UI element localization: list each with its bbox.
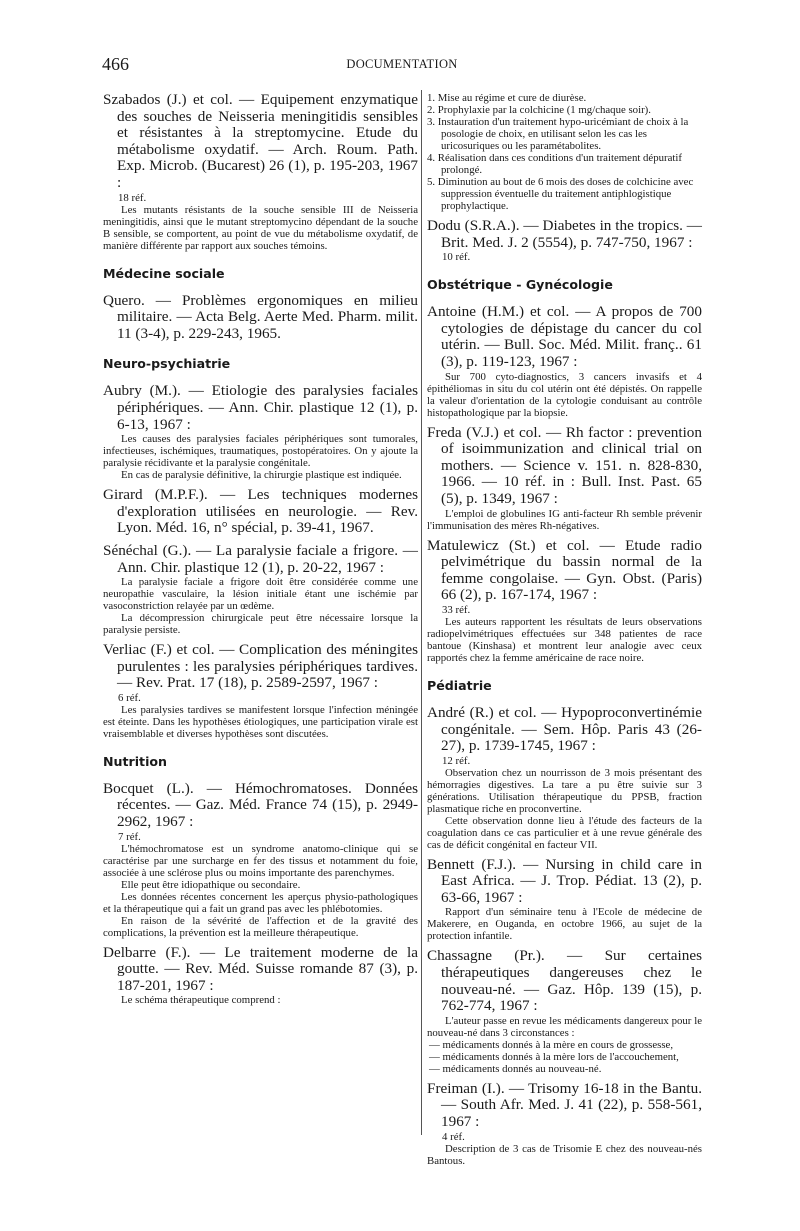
- entry-citation: Freda (V.J.) et col. — Rh factor : prevention of isoimmunization and clinical trial on mothers. — Science v. 151. n. 828-830, 1966. — 10 réf. in : Bull. Inst. Past. 65 (5), p. 1349, 1967 :: [427, 423, 702, 507]
- entry-reference-count: 18 réf.: [118, 191, 147, 204]
- entry-abstract: Sur 700 cyto-diagnostics, 3 cancers invasifs et 4 épithéliomas in situ du col utérin ont été dépistés. On rappelle la valeur d'orientation de la cytologie conduisant au contrôle histopathologique par la biopsie.: [427, 370, 702, 419]
- entry-abstract: La décompression chirurgicale peut être nécessaire lorsque la paralysie persiste.: [103, 612, 418, 637]
- entry-abstract: L'hémochromatose est un syndrome anatomo-clinique qui se caractérise par une surcharge en fer des tissus et notamment du foie, associée à une sclérose plus ou moins importante des parenchymes.: [103, 842, 418, 879]
- entry-citation: Quero. — Problèmes ergonomiques en milieu militaire. — Acta Belg. Aerte Med. Pharm. milit. 11 (3-4), p. 229-243, 1965.: [103, 291, 418, 342]
- entry-reference-count: 10 réf.: [442, 251, 471, 264]
- bibliography-entry: [427, 538, 702, 664]
- column-divider: [421, 90, 422, 1135]
- entry-reference-count: 4 réf.: [442, 1130, 465, 1143]
- entry-citation: Dodu (S.R.A.). — Diabetes in the tropics. — Brit. Med. J. 2 (5554), p. 747-750, 1967 :: [427, 217, 702, 251]
- entry-citation: Bocquet (L.). — Hémochromatoses. Données récentes. — Gaz. Méd. France 74 (15), p. 2949-2962, 1967 :: [103, 779, 418, 831]
- entry-citation: Aubry (M.). — Etiologie des paralysies faciales périphériques. — Ann. Chir. plastique 12 (1), p. 6-13, 1967 :: [103, 382, 418, 433]
- bibliography-entry: [427, 705, 702, 851]
- entry-abstract: Description de 3 cas de Trisomie E chez des nouveau-nés Bantous.: [427, 1142, 702, 1167]
- bibliography-entry: [427, 425, 702, 532]
- entry-abstract: En raison de la sévérité de l'affection et de la gravité des complications, la prévention est la meilleure thérapeutique.: [103, 914, 418, 939]
- treatment-step: 2. Prophylaxie par la colchicine (1 mg/chaque soir).: [427, 104, 651, 116]
- entry-reference-count: 12 réf.: [442, 754, 471, 767]
- entry-reference-count: 6 réf.: [118, 691, 141, 704]
- treatment-steps-list: [427, 92, 702, 212]
- entry-abstract: La paralysie faciale a frigore doit être considérée comme une neuropathie vasculaire, la lésion initiale étant une ischémie par vasoconstriction relayée par un œdème.: [103, 576, 418, 613]
- entry-abstract: Les causes des paralysies faciales périphériques sont tumorales, infectieuses, ischémiques, traumatiques, postopératoires. On y ajoute la paralysie récidivante et la paralysie congénitale.: [103, 433, 418, 470]
- entry-citation: Sénéchal (G.). — La paralysie faciale a frigore. — Ann. Chir. plastique 12 (1), p. 20-22, 1967 :: [103, 541, 418, 576]
- page-number: 466: [102, 54, 129, 74]
- section-heading: Nutrition: [103, 753, 168, 769]
- entry-citation: Szabados (J.) et col. — Equipement enzymatique des souches de Neisseria meningitidis sensibles et résistantes à la streptomycine. Etude du métabolisme oxydatif. — Arch. Roum. Path. Exp. Microb. (Bucarest) 26 (1), p. 195-203, 1967 :: [103, 91, 418, 191]
- entry-abstract: Les paralysies tardives se manifestent lorsque l'infection méningée est éteinte. Dans les hypothèses étiologiques, une participation virale est vraisemblable et diverses hypothèses sont discutées.: [103, 703, 418, 740]
- left-column: [103, 92, 418, 1012]
- entry-citation: Freiman (I.). — Trisomy 16-18 in the Bantu. — South Afr. Med. J. 41 (22), p. 558-561, 1967 :: [427, 1079, 702, 1131]
- entry-list-item: — médicaments donnés à la mère en cours de grossesse,: [429, 1038, 674, 1051]
- bibliography-entry: [103, 543, 418, 636]
- bibliography-entry: [427, 857, 702, 943]
- bibliography-entry: [103, 642, 418, 740]
- entry-citation: Matulewicz (St.) et col. — Etude radio pelvimétrique du bassin normal de la femme congolaise. — Gyn. Obst. (Paris) 66 (2), p. 167-174, 1967 :: [427, 536, 702, 604]
- bibliography-entry: [103, 92, 418, 252]
- section-heading: Médecine sociale: [103, 265, 225, 281]
- entry-abstract: L'emploi de globulines IG anti-facteur Rh semble prévenir l'immunisation des mères Rh-négatives.: [427, 507, 702, 532]
- bibliography-entry: [427, 304, 702, 418]
- treatment-step: 3. Instauration d'un traitement hypo-uricémiant de choix à la posologie de choix, en utilisant selon les cas les uricosuriques ou les paramétabolites.: [427, 116, 689, 152]
- entry-citation: Chassagne (Pr.). — Sur certaines thérapeutiques dangereuses chez le nouveau-né. — Gaz. Hôp. 139 (15), p. 762-774, 1967 :: [427, 947, 702, 1015]
- bibliography-entry: [427, 1081, 702, 1167]
- entry-abstract: Elle peut être idiopathique ou secondaire.: [121, 878, 301, 891]
- bibliography-entry: [427, 948, 702, 1074]
- running-title: DOCUMENTATION: [346, 57, 458, 71]
- entry-list-item: — médicaments donnés à la mère lors de l'accouchement,: [429, 1050, 679, 1063]
- right-column: [427, 92, 702, 1173]
- entry-citation: Delbarre (F.). — Le traitement moderne de la goutte. — Rev. Méd. Suisse romande 87 (3), p. 187-201, 1967 :: [103, 943, 418, 994]
- bibliography-entry: [103, 293, 418, 343]
- section-heading: Obstétrique - Gynécologie: [427, 277, 613, 293]
- bibliography-entry: [103, 383, 418, 481]
- entry-abstract: Les données récentes concernent les aperçus physio-pathologiques et la thérapeutique qui a fait un grand pas avec les phlébotomies.: [103, 890, 418, 915]
- entry-reference-count: 7 réf.: [118, 830, 141, 843]
- entry-abstract: Cette observation donne lieu à l'étude des facteurs de la coagulation dans ce cas particulier et à une revue générale des cas de déficit congénital en facteur VII.: [427, 814, 702, 851]
- entry-citation: Antoine (H.M.) et col. — A propos de 700 cytologies de dépistage du cancer du col utérin. — Bull. Soc. Méd. Milit. franç.. 61 (3), p. 119-123, 1967 :: [427, 303, 702, 370]
- bibliography-entry: [103, 487, 418, 537]
- entry-abstract: En cas de paralysie définitive, la chirurgie plastique est indiquée.: [121, 469, 402, 482]
- entry-abstract: Observation chez un nourrisson de 3 mois présentant des hémorragies digestives. La tare a pu être suivie sur 3 générations. Utilisation thérapeutique du PPSB, fraction plasmatique riche en proconvertine.: [427, 766, 702, 815]
- entry-abstract: L'auteur passe en revue les médicaments dangereux pour le nouveau-né dans 3 circonstances :: [427, 1014, 702, 1039]
- entry-citation: Verliac (F.) et col. — Complication des méningites purulentes : les paralysies périphériques tardives. — Rev. Prat. 17 (18), p. 2589-2597, 1967 :: [103, 641, 418, 692]
- entry-abstract: Rapport d'un séminaire tenu à l'Ecole de médecine de Makerere, en Ouganda, en octobre 1966, au sujet de la protection infantile.: [427, 906, 702, 943]
- entry-abstract: Les mutants résistants de la souche sensible III de Neisseria meningitidis, ainsi que le mutant streptomycino dépendant de la souche B sensible, se comportent, au point de vue du métabolisme oxydatif, de manière différente par rapport aux souches témoins.: [103, 203, 418, 252]
- entry-list-item: — médicaments donnés au nouveau-né.: [429, 1062, 602, 1075]
- treatment-step: 5. Diminution au bout de 6 mois des doses de colchicine avec suppression éventuelle du traitement antiphlogistique prophylactique.: [427, 176, 694, 212]
- treatment-step: 4. Réalisation dans ces conditions d'un traitement dépuratif prolongé.: [427, 152, 683, 176]
- entry-abstract: Les auteurs rapportent les résultats de leurs observations radiopelvimétriques effectuées sur 348 patientes de race bantoue (Kinshasa) et montrent leur analogie avec ceux rapportés chez la femme américaine de race noire.: [427, 615, 702, 664]
- bibliography-entry: [427, 218, 702, 263]
- page-header: [102, 54, 702, 74]
- entry-citation: Girard (M.P.F.). — Les techniques modernes d'exploration utilisées en neurologie. — Rev. Lyon. Méd. 16, n° spécial, p. 39-41, 1967.: [103, 486, 418, 537]
- bibliography-entry: [103, 781, 418, 939]
- entry-citation: André (R.) et col. — Hypoproconvertinémie congénitale. — Sem. Hôp. Paris 43 (26-27), p. 1739-1745, 1967 :: [427, 703, 702, 755]
- entry-abstract: Le schéma thérapeutique comprend :: [121, 994, 281, 1007]
- entry-citation: Bennett (F.J.). — Nursing in child care in East Africa. — J. Trop. Pédiat. 13 (2), p. 63-66, 1967 :: [427, 855, 702, 906]
- section-heading: Neuro-psychiatrie: [103, 356, 231, 372]
- treatment-step: 1. Mise au régime et cure de diurèse.: [427, 92, 587, 104]
- section-heading: Pédiatrie: [427, 677, 492, 693]
- bibliography-entry: [103, 945, 418, 1007]
- entry-reference-count: 33 réf.: [442, 603, 471, 616]
